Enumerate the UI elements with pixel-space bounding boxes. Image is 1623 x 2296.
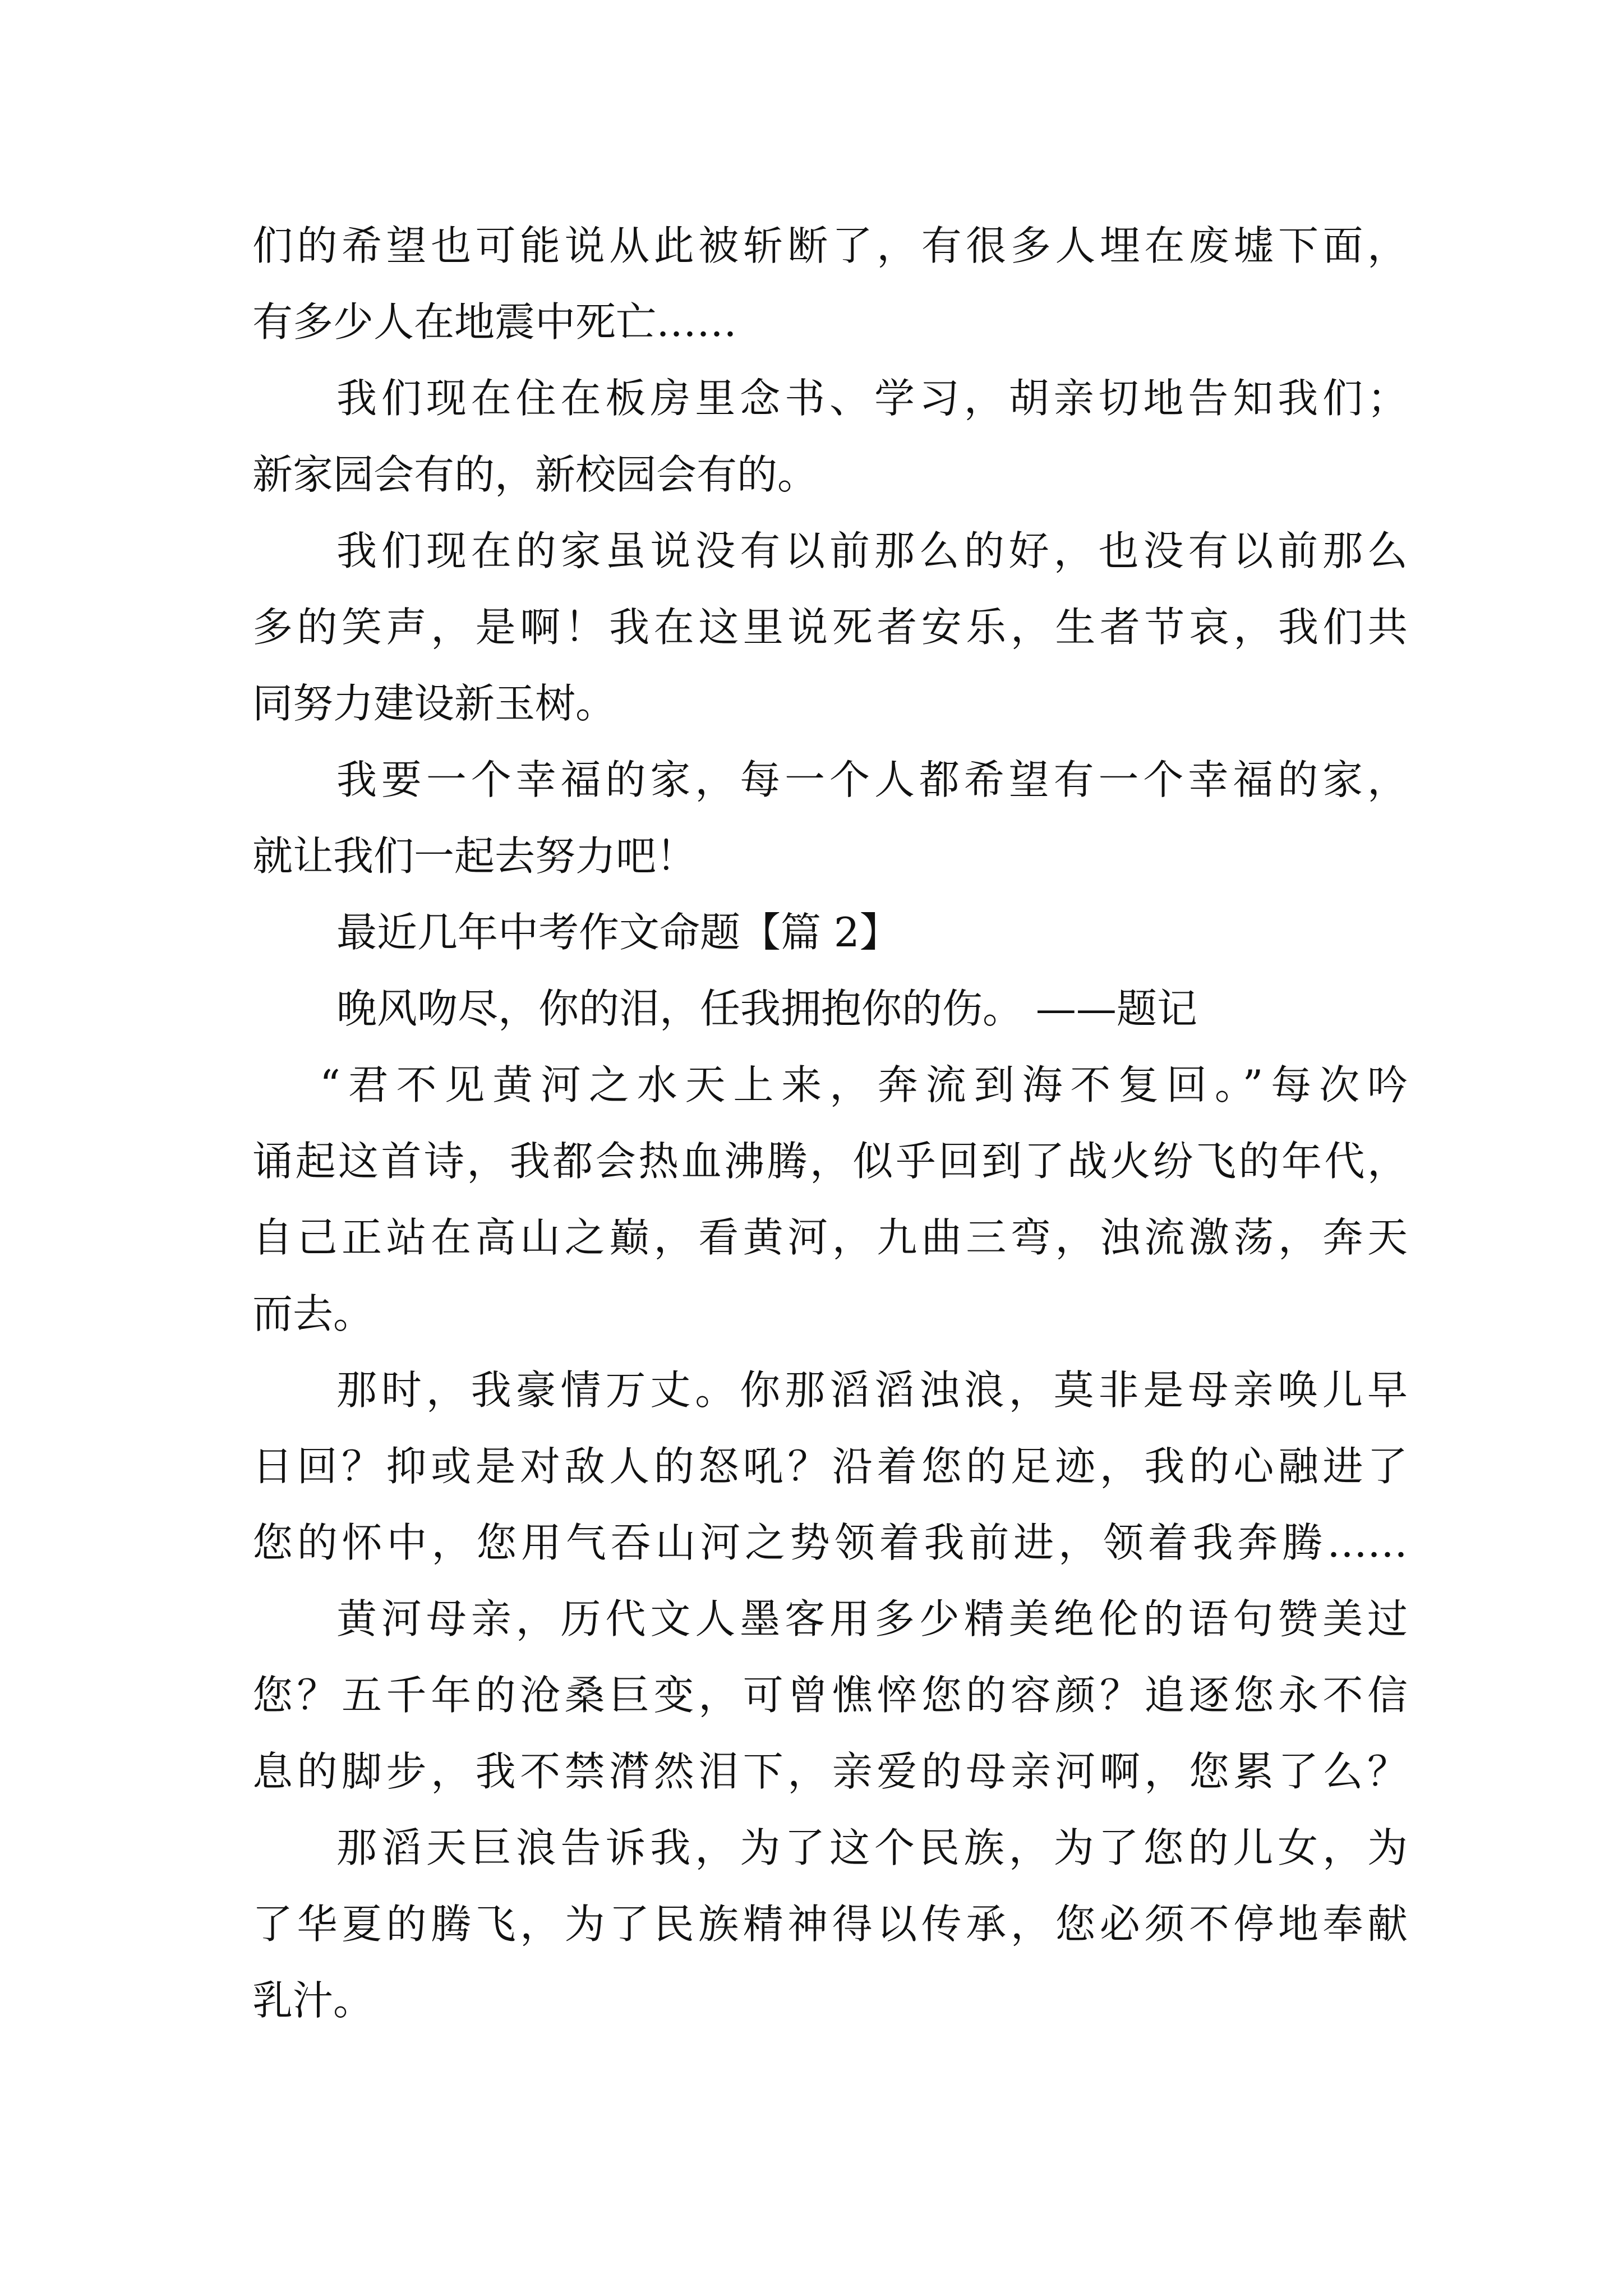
text-line: 而去。 xyxy=(252,1290,374,1337)
epigraph-line: 晚风吻尽，你的泪，任我拥抱你的伤。 ——题记 xyxy=(336,985,1197,1032)
text-line: 新家园会有的，新校园会有的。 xyxy=(252,451,818,498)
text-line: 有多少人在地震中死亡…… xyxy=(252,298,737,346)
text-line: 我要一个幸福的家，每一个人都希望有一个幸福的家， xyxy=(336,756,1408,803)
text-line: 我们现在住在板房里念书、学习，胡亲切地告知我们； xyxy=(336,375,1408,422)
text-line: 那时，我豪情万丈。你那滔滔浊浪，莫非是母亲唤儿早 xyxy=(336,1366,1408,1414)
text-line: 息的脚步，我不禁潸然泪下，亲爱的母亲河啊，您累了么？ xyxy=(252,1748,1408,1795)
text-line: 那滔天巨浪告诉我，为了这个民族，为了您的儿女，为 xyxy=(336,1824,1408,1871)
text-line: 就让我们一起去努力吧！ xyxy=(252,832,697,880)
text-line: 们的希望也可能说从此被斩断了，有很多人埋在废墟下面， xyxy=(252,222,1408,269)
text-line: 您？五千年的沧桑巨变，可曾憔悴您的容颜？追逐您永不信 xyxy=(252,1672,1408,1719)
text-line: 了华夏的腾飞，为了民族精神得以传承，您必须不停地奉献 xyxy=(252,1901,1408,1948)
text-line: “君不见黄河之水天上来，奔流到海不复回。”每次吟 xyxy=(320,1061,1408,1108)
section-heading: 最近几年中考作文命题【篇 2】 xyxy=(336,909,900,956)
text-line: 我们现在的家虽说没有以前那么的好，也没有以前那么 xyxy=(336,527,1408,574)
text-line: 诵起这首诗，我都会热血沸腾，似乎回到了战火纷飞的年代， xyxy=(252,1138,1408,1185)
text-line: 日回？抑或是对敌人的怒吼？沿着您的足迹，我的心融进了 xyxy=(252,1443,1408,1490)
text-line: 您的怀中，您用气吞山河之势领着我前进，领着我奔腾…… xyxy=(252,1519,1408,1566)
text-line: 乳汁。 xyxy=(252,1977,374,2024)
text-line: 黄河母亲，历代文人墨客用多少精美绝伦的语句赞美过 xyxy=(336,1595,1408,1642)
text-line: 多的笑声，是啊！我在这里说死者安乐，生者节哀，我们共 xyxy=(252,604,1408,651)
text-line: 自己正站在高山之巅，看黄河，九曲三弯，浊流激荡，奔天 xyxy=(252,1214,1408,1261)
text-line: 同努力建设新玉树。 xyxy=(252,680,616,727)
